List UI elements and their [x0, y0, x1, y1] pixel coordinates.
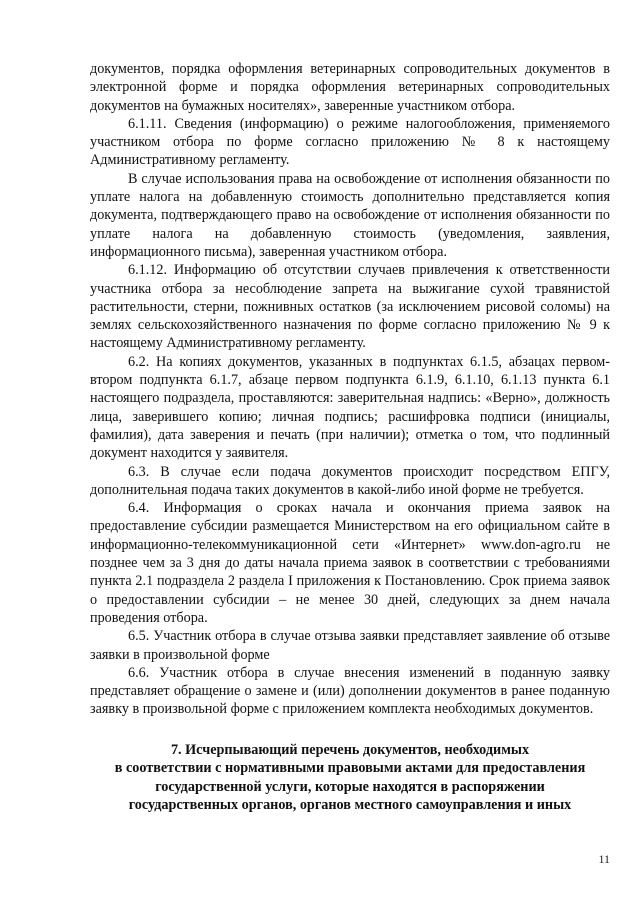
heading-line: в соответствии с нормативными правовыми актами для предоставления — [114, 760, 586, 777]
heading-line: государственной услуги, которые находятся в распоряжении — [155, 778, 545, 795]
paragraph-6-6: 6.6. Участник отбора в случае внесения изменений в поданную заявку представляет обращение о замене и (или) дополнении документов в ранее поданную заявку в произвольной форме с приложением комплекта необходимых документов. — [90, 664, 610, 718]
paragraph-6-2: 6.2. На копиях документов, указанных в подпунктах 6.1.5, абзацах первом-втором подпункта 6.1.7, абзаце первом подпункта 6.1.9, 6.1.10, 6.1.13 пункта 6.1 настоящего подраздела, проставляются: заверительная надпись: «Верно», должность лица, заверившего копию; личная подпись; расшифровка подписи (инициалы, фамилия), дата заверения и печать (при наличии); отметка о том, что подлинный документ находится у заявителя. — [90, 353, 610, 462]
paragraph-6-5: 6.5. Участник отбора в случае отзыва заявки представляет заявление об отзыве заявки в произвольной форме — [90, 628, 610, 663]
paragraph-vat-exemption: В случае использования права на освобождение от исполнения обязанности по уплате налога на добавленную стоимость дополнительно представляется копия документа, подтверждающего право на освобождение от исполнения обязанности по уплате налога на добавленную стоимость (уведомления, заявления, информационного письма), заверенная участником отбора. — [90, 170, 610, 260]
paragraph-6-4: 6.4. Информация о сроках начала и окончания приема заявок на предоставление субсидии размещается Министерством на его официальном сайте в информационно-телекоммуникационной сети «Интернет» www.don-agro.ru не позднее чем за 3 дня до даты начала приема заявок в соответствии с требованиями пункта 2.1 подраздела 2 раздела I приложения к Постановлению. Срок приема заявок о предоставлении субсидии – не менее 30 дней, следующих за днем начала проведения отбора. — [90, 500, 610, 626]
paragraph-6-3: 6.3. В случае если подача документов происходит посредством ЕПГУ, дополнительная подача таких документов в какой-либо иной форме не требуется. — [90, 463, 610, 498]
paragraph-6-1-12: 6.1.12. Информацию об отсутствии случаев привлечения к ответственности участника отбора за несоблюдение запрета на выжигание сухой травянистой растительности, стерни, пожнивных остатков (за исключением рисовой соломы) на землях сельскохозяйственного назначения по форме согласно приложению № 9 к настоящему Административному регламенту. — [90, 262, 610, 352]
heading-line: 7. Исчерпывающий перечень документов, необходимых — [170, 741, 530, 758]
section-7-heading — [90, 741, 610, 815]
paragraph-6-1-11: 6.1.11. Сведения (информацию) о режиме налогообложения, применяемого участником отбора по форме согласно приложению № 8 к настоящему Административному регламенту. — [90, 115, 610, 169]
heading-line: государственных органов, органов местного самоуправления и иных — [128, 797, 572, 814]
document-body — [90, 60, 610, 815]
page-number: 11 — [598, 852, 610, 866]
paragraph-continuation: документов, порядка оформления ветеринарных сопроводительных документов в электронной форме и порядка оформления ветеринарных сопроводительных документов на бумажных носителях», заверенные участником отбора. — [90, 61, 610, 114]
